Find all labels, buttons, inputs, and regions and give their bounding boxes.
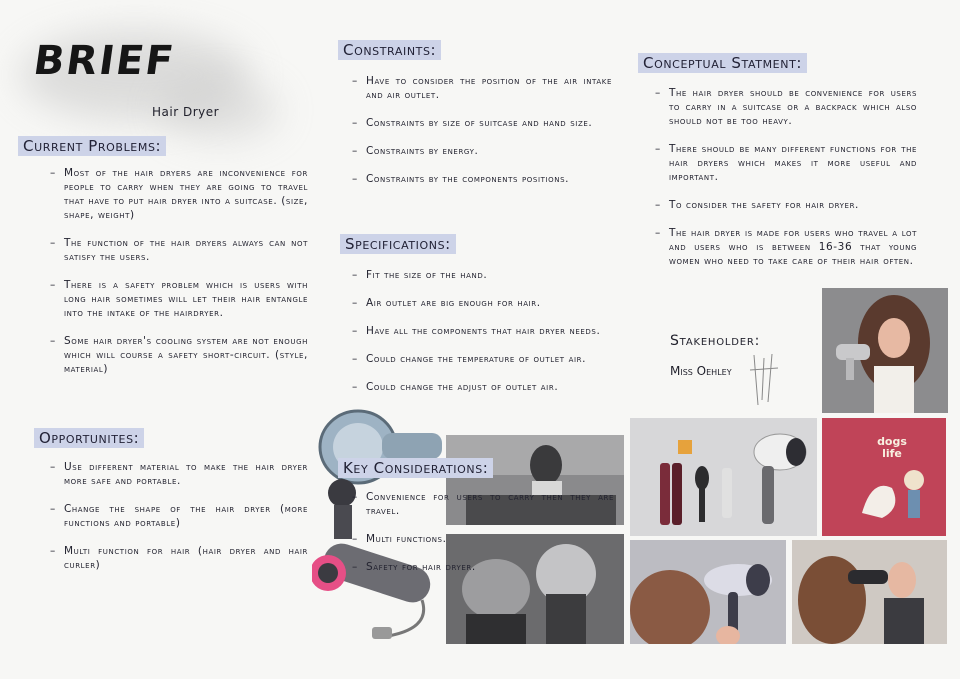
list-item: – Have to consider the position of the air intake and air outlet. [352, 74, 612, 102]
conceptual-statement-list [655, 86, 917, 282]
list-item: – Change the shape of the hair dryer (more functions and portable) [50, 502, 308, 530]
list-item: – The function of the hair dryers always can not satisfy the users. [50, 236, 308, 264]
opportunities-label: Opportunites: [34, 428, 144, 448]
key-considerations-label: Key Considerations: [338, 458, 493, 478]
list-item: – Most of the hair dryers are inconvenience for people to carry when they are going to travel that have to put hair dryer into a suitcase. (size, shape, weight) [50, 166, 308, 222]
list-item: – Constraints by the components positions. [352, 172, 612, 186]
list-item: – Constraints by size of suitcase and hand size. [352, 116, 612, 130]
key-considerations-list [352, 490, 614, 588]
list-item: – Multi functions. [352, 532, 614, 546]
specifications-heading [340, 234, 456, 253]
key-considerations-heading [338, 458, 493, 477]
list-item: – Air outlet are big enough for hair. [352, 296, 612, 310]
opportunities-list [50, 460, 308, 586]
page-title: BRIEF [30, 38, 179, 84]
dogs-life-poster [822, 418, 946, 536]
list-item: – To consider the safety for hair dryer. [655, 198, 917, 212]
scribble-decoration [744, 350, 784, 410]
conceptual-statement-label: Conceptual Statment: [638, 53, 807, 73]
current-problems-label: Current Problems: [18, 136, 166, 156]
constraints-list [352, 74, 612, 200]
list-item: – Have all the components that hair dryer needs. [352, 324, 612, 338]
list-item: – There should be many different functions for the hair dryers which makes it more useful and important. [655, 142, 917, 184]
stakeholder-name: Miss Oehley [670, 364, 732, 378]
specifications-list [352, 268, 612, 408]
list-item: – Safety for hair dryer. [352, 560, 614, 574]
stakeholder-label: Stakeholder: [670, 333, 761, 349]
list-item: – Multi function for hair (hair dryer and hair curler) [50, 544, 308, 572]
list-item: – The hair dryer is made for users who travel a lot and users who is between 16-36 that young women who need to take care of their hair often. [655, 226, 917, 268]
list-item: – Use different material to make the hair dryer more safe and portable. [50, 460, 308, 488]
current-problems-heading [18, 136, 166, 155]
list-item: – Constraints by energy. [352, 144, 612, 158]
specifications-label: Specifications: [340, 234, 456, 254]
list-item: – Could change the temperature of outlet air. [352, 352, 612, 366]
woman-drying-hair-photo [630, 540, 786, 644]
constraints-label: Constraints: [338, 40, 441, 60]
list-item: – Could change the adjust of outlet air. [352, 380, 612, 394]
list-item: – There is a safety problem which is users with long hair sometimes will let their hair entangle into the intake of the hairdryer. [50, 278, 308, 320]
conceptual-statement-heading [638, 53, 807, 72]
travel-kit-photo [630, 418, 817, 536]
list-item: – Convenience for users to carry then they are travel. [352, 490, 614, 518]
list-item: – The hair dryer should be convenience for users to carry in a suitcase or a backpack which also should not be too heavy. [655, 86, 917, 128]
opportunities-heading [34, 428, 144, 447]
poster-text: dogs life [877, 435, 907, 460]
constraints-heading [338, 40, 441, 59]
woman-with-hairdryer-photo [822, 288, 948, 413]
salon-styling-photo [792, 540, 947, 644]
current-problems-list [50, 166, 308, 390]
list-item: – Some hair dryer's cooling system are not enough which will course a safety short-circuit. (style, material) [50, 334, 308, 376]
page-subtitle: Hair Dryer [152, 105, 220, 119]
list-item: – Fit the size of the hand. [352, 268, 612, 282]
